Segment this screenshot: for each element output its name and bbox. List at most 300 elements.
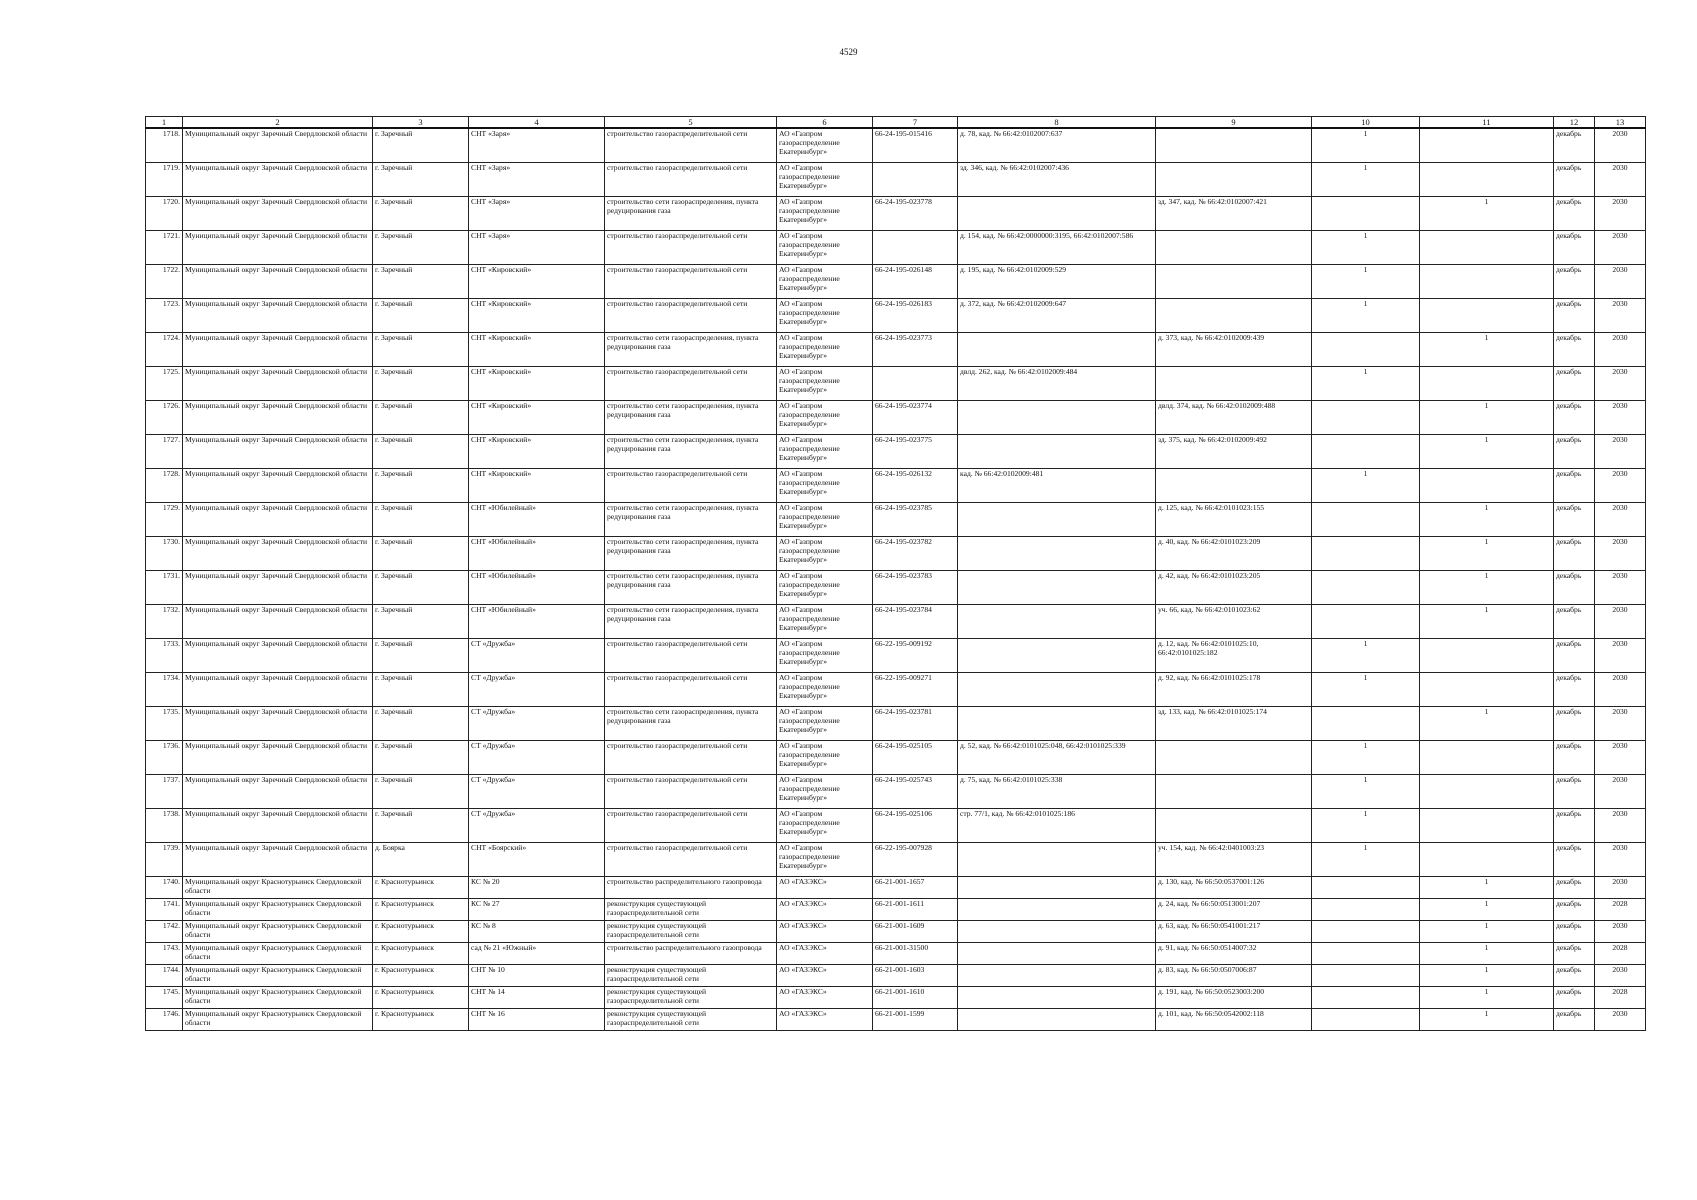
cell-count-a <box>1312 333 1420 367</box>
cell-municipality: Муниципальный округ Краснотурьинск Свердловской области <box>183 921 373 943</box>
cell-year: 2030 <box>1595 1009 1646 1031</box>
table-header <box>146 117 1646 129</box>
cell-municipality: Муниципальный округ Заречный Свердловской области <box>183 299 373 333</box>
cell-tech-conditions: 66-22-195-007928 <box>873 843 958 877</box>
cell-count-b <box>1420 128 1554 163</box>
cell-address-b: д. 101, кад. № 66:50:0542002:118 <box>1156 1009 1312 1031</box>
cell-address-a <box>958 571 1156 605</box>
cell-count-a <box>1312 921 1420 943</box>
cell-municipality: Муниципальный округ Краснотурьинск Свердловской области <box>183 899 373 921</box>
table-row <box>146 605 1646 639</box>
cell-address-b <box>1156 741 1312 775</box>
cell-garden-association: СТ «Дружба» <box>469 809 605 843</box>
cell-count-b <box>1420 231 1554 265</box>
cell-garden-association: КС № 8 <box>469 921 605 943</box>
cell-address-b: зд. 375, кад. № 66:42:0102009:492 <box>1156 435 1312 469</box>
cell-settlement: г. Краснотурьинск <box>373 1009 469 1031</box>
cell-address-a <box>958 943 1156 965</box>
cell-operator: АО «Газпром газораспределение Екатеринбург» <box>777 401 873 435</box>
cell-work-type: реконструкция существующей газораспределительной сети <box>605 921 777 943</box>
cell-settlement: г. Краснотурьинск <box>373 921 469 943</box>
cell-count-b: 1 <box>1420 943 1554 965</box>
cell-tech-conditions: 66-24-195-026183 <box>873 299 958 333</box>
cell-garden-association: СНТ «Кировский» <box>469 265 605 299</box>
cell-count-a: 1 <box>1312 469 1420 503</box>
cell-address-b: д. 63, кад. № 66:50:0541001:217 <box>1156 921 1312 943</box>
cell-tech-conditions: 66-24-195-023774 <box>873 401 958 435</box>
cell-month: декабрь <box>1554 163 1595 197</box>
cell-row-number: 1719. <box>146 163 183 197</box>
cell-count-a: 1 <box>1312 809 1420 843</box>
cell-garden-association: КС № 27 <box>469 899 605 921</box>
cell-count-b <box>1420 843 1554 877</box>
table-row <box>146 401 1646 435</box>
cell-work-type: реконструкция существующей газораспределительной сети <box>605 987 777 1009</box>
cell-operator: АО «Газпром газораспределение Екатеринбург» <box>777 809 873 843</box>
table-row <box>146 921 1646 943</box>
cell-address-b: зд. 347, кад. № 66:42:0102007:421 <box>1156 197 1312 231</box>
cell-municipality: Муниципальный округ Заречный Свердловской области <box>183 537 373 571</box>
cell-garden-association: СНТ № 16 <box>469 1009 605 1031</box>
cell-tech-conditions: 66-22-195-009271 <box>873 673 958 707</box>
cell-operator: АО «Газпром газораспределение Екатеринбург» <box>777 299 873 333</box>
cell-work-type: строительство газораспределительной сети <box>605 809 777 843</box>
table-row <box>146 987 1646 1009</box>
cell-municipality: Муниципальный округ Краснотурьинск Свердловской области <box>183 987 373 1009</box>
cell-garden-association: СНТ № 10 <box>469 965 605 987</box>
cell-work-type: строительство газораспределительной сети <box>605 265 777 299</box>
cell-work-type: строительство газораспределительной сети <box>605 775 777 809</box>
cell-tech-conditions: 66-24-195-023783 <box>873 571 958 605</box>
cell-work-type: строительство сети газораспределения, пункта редуцирования газа <box>605 707 777 741</box>
cell-garden-association: СНТ «Юбилейный» <box>469 537 605 571</box>
cell-settlement: г. Заречный <box>373 333 469 367</box>
cell-municipality: Муниципальный округ Заречный Свердловской области <box>183 639 373 673</box>
cell-count-b: 1 <box>1420 605 1554 639</box>
column-header-7: 7 <box>873 117 958 129</box>
table-body <box>146 128 1646 1031</box>
cell-municipality: Муниципальный округ Краснотурьинск Свердловской области <box>183 1009 373 1031</box>
cell-settlement: г. Заречный <box>373 197 469 231</box>
cell-count-a <box>1312 197 1420 231</box>
cell-count-a: 1 <box>1312 639 1420 673</box>
cell-address-a <box>958 639 1156 673</box>
cell-year: 2030 <box>1595 299 1646 333</box>
cell-municipality: Муниципальный округ Заречный Свердловской области <box>183 197 373 231</box>
cell-row-number: 1730. <box>146 537 183 571</box>
cell-operator: АО «Газпром газораспределение Екатеринбург» <box>777 741 873 775</box>
cell-count-a: 1 <box>1312 299 1420 333</box>
cell-month: декабрь <box>1554 987 1595 1009</box>
cell-operator: АО «Газпром газораспределение Екатеринбург» <box>777 231 873 265</box>
cell-month: декабрь <box>1554 877 1595 899</box>
cell-count-a: 1 <box>1312 741 1420 775</box>
cell-address-b <box>1156 163 1312 197</box>
cell-address-a <box>958 333 1156 367</box>
cell-tech-conditions <box>873 163 958 197</box>
cell-count-a: 1 <box>1312 367 1420 401</box>
cell-operator: АО «ГАЗЭКС» <box>777 921 873 943</box>
column-header-3: 3 <box>373 117 469 129</box>
cell-count-b: 1 <box>1420 435 1554 469</box>
cell-work-type: строительство газораспределительной сети <box>605 299 777 333</box>
cell-year: 2030 <box>1595 265 1646 299</box>
cell-garden-association: СНТ «Кировский» <box>469 333 605 367</box>
cell-work-type: реконструкция существующей газораспределительной сети <box>605 899 777 921</box>
cell-count-b: 1 <box>1420 537 1554 571</box>
cell-count-b <box>1420 163 1554 197</box>
table-row <box>146 741 1646 775</box>
cell-operator: АО «Газпром газораспределение Екатеринбург» <box>777 333 873 367</box>
cell-count-b <box>1420 299 1554 333</box>
cell-tech-conditions: 66-24-195-023785 <box>873 503 958 537</box>
cell-month: декабрь <box>1554 921 1595 943</box>
cell-count-a: 1 <box>1312 265 1420 299</box>
cell-work-type: реконструкция существующей газораспределительной сети <box>605 1009 777 1031</box>
cell-address-a: д. 52, кад. № 66:42:0101025:048, 66:42:0101025:339 <box>958 741 1156 775</box>
cell-address-b: д. 125, кад. № 66:42:0101023:155 <box>1156 503 1312 537</box>
cell-garden-association: СНТ «Юбилейный» <box>469 605 605 639</box>
cell-row-number: 1745. <box>146 987 183 1009</box>
cell-count-a: 1 <box>1312 775 1420 809</box>
cell-operator: АО «Газпром газораспределение Екатеринбург» <box>777 605 873 639</box>
cell-work-type: реконструкция существующей газораспределительной сети <box>605 965 777 987</box>
cell-count-a: 1 <box>1312 673 1420 707</box>
cell-count-a: 1 <box>1312 843 1420 877</box>
cell-settlement: г. Заречный <box>373 265 469 299</box>
cell-count-a <box>1312 965 1420 987</box>
cell-row-number: 1726. <box>146 401 183 435</box>
cell-settlement: г. Заречный <box>373 639 469 673</box>
table-row <box>146 965 1646 987</box>
cell-settlement: г. Заречный <box>373 673 469 707</box>
cell-garden-association: СНТ «Кировский» <box>469 401 605 435</box>
column-header-6: 6 <box>777 117 873 129</box>
cell-address-a <box>958 537 1156 571</box>
cell-row-number: 1740. <box>146 877 183 899</box>
cell-settlement: г. Заречный <box>373 401 469 435</box>
cell-garden-association: СНТ «Кировский» <box>469 299 605 333</box>
cell-address-a <box>958 435 1156 469</box>
cell-tech-conditions: 66-24-195-023782 <box>873 537 958 571</box>
cell-row-number: 1736. <box>146 741 183 775</box>
cell-tech-conditions: 66-21-001-1609 <box>873 921 958 943</box>
cell-month: декабрь <box>1554 231 1595 265</box>
table-row <box>146 469 1646 503</box>
cell-address-b <box>1156 128 1312 163</box>
cell-municipality: Муниципальный округ Заречный Свердловской области <box>183 843 373 877</box>
table-row <box>146 503 1646 537</box>
cell-year: 2030 <box>1595 469 1646 503</box>
table-row <box>146 197 1646 231</box>
cell-tech-conditions: 66-24-195-025106 <box>873 809 958 843</box>
cell-settlement: г. Заречный <box>373 707 469 741</box>
cell-work-type: строительство газораспределительной сети <box>605 128 777 163</box>
table-row <box>146 809 1646 843</box>
cell-month: декабрь <box>1554 639 1595 673</box>
cell-municipality: Муниципальный округ Заречный Свердловской области <box>183 435 373 469</box>
cell-year: 2030 <box>1595 921 1646 943</box>
cell-garden-association: СТ «Дружба» <box>469 673 605 707</box>
cell-address-a <box>958 707 1156 741</box>
cell-operator: АО «ГАЗЭКС» <box>777 877 873 899</box>
cell-work-type: строительство газораспределительной сети <box>605 469 777 503</box>
cell-year: 2030 <box>1595 741 1646 775</box>
cell-row-number: 1718. <box>146 128 183 163</box>
cell-address-a <box>958 503 1156 537</box>
cell-address-b <box>1156 299 1312 333</box>
cell-address-a: д. 154, кад. № 66:42:0000000:3195, 66:42:0102007:586 <box>958 231 1156 265</box>
cell-month: декабрь <box>1554 1009 1595 1031</box>
cell-operator: АО «ГАЗЭКС» <box>777 943 873 965</box>
column-header-1: 1 <box>146 117 183 129</box>
cell-count-a <box>1312 401 1420 435</box>
cell-address-b: уч. 66, кад. № 66:42:0101023:62 <box>1156 605 1312 639</box>
cell-count-a <box>1312 943 1420 965</box>
cell-operator: АО «Газпром газораспределение Екатеринбург» <box>777 775 873 809</box>
cell-work-type: строительство сети газораспределения, пункта редуцирования газа <box>605 503 777 537</box>
cell-month: декабрь <box>1554 401 1595 435</box>
cell-work-type: строительство газораспределительной сети <box>605 843 777 877</box>
cell-month: декабрь <box>1554 571 1595 605</box>
cell-count-b <box>1420 809 1554 843</box>
cell-row-number: 1727. <box>146 435 183 469</box>
cell-year: 2030 <box>1595 435 1646 469</box>
cell-count-b <box>1420 265 1554 299</box>
cell-address-a: д. 372, кад. № 66:42:0102009:647 <box>958 299 1156 333</box>
cell-operator: АО «Газпром газораспределение Екатеринбург» <box>777 163 873 197</box>
cell-month: декабрь <box>1554 197 1595 231</box>
cell-tech-conditions: 66-24-195-026148 <box>873 265 958 299</box>
column-header-8: 8 <box>958 117 1156 129</box>
cell-month: декабрь <box>1554 333 1595 367</box>
cell-settlement: г. Краснотурьинск <box>373 877 469 899</box>
cell-count-b: 1 <box>1420 1009 1554 1031</box>
cell-month: декабрь <box>1554 503 1595 537</box>
cell-operator: АО «Газпром газораспределение Екатеринбург» <box>777 673 873 707</box>
cell-garden-association: СНТ «Боярский» <box>469 843 605 877</box>
cell-month: декабрь <box>1554 673 1595 707</box>
table-row <box>146 877 1646 899</box>
cell-address-b: д. 12, кад. № 66:42:0101025:10, 66:42:0101025:182 <box>1156 639 1312 673</box>
table-row <box>146 299 1646 333</box>
cell-month: декабрь <box>1554 128 1595 163</box>
cell-operator: АО «Газпром газораспределение Екатеринбург» <box>777 469 873 503</box>
cell-tech-conditions: 66-24-195-023778 <box>873 197 958 231</box>
cell-count-b <box>1420 775 1554 809</box>
cell-tech-conditions: 66-21-001-1599 <box>873 1009 958 1031</box>
cell-address-a <box>958 197 1156 231</box>
cell-municipality: Муниципальный округ Краснотурьинск Свердловской области <box>183 943 373 965</box>
cell-year: 2028 <box>1595 943 1646 965</box>
cell-count-b: 1 <box>1420 921 1554 943</box>
cell-address-a <box>958 605 1156 639</box>
cell-address-b: уч. 154, кад. № 66:42:0401003:23 <box>1156 843 1312 877</box>
cell-count-a: 1 <box>1312 231 1420 265</box>
cell-settlement: д. Боярка <box>373 843 469 877</box>
cell-operator: АО «Газпром газораспределение Екатеринбург» <box>777 503 873 537</box>
cell-settlement: г. Заречный <box>373 503 469 537</box>
cell-year: 2030 <box>1595 401 1646 435</box>
cell-row-number: 1739. <box>146 843 183 877</box>
cell-garden-association: СНТ «Кировский» <box>469 469 605 503</box>
cell-row-number: 1738. <box>146 809 183 843</box>
cell-settlement: г. Заречный <box>373 571 469 605</box>
cell-operator: АО «Газпром газораспределение Екатеринбург» <box>777 128 873 163</box>
column-header-5: 5 <box>605 117 777 129</box>
cell-address-b <box>1156 775 1312 809</box>
cell-operator: АО «Газпром газораспределение Екатеринбург» <box>777 639 873 673</box>
table-row <box>146 537 1646 571</box>
cell-row-number: 1729. <box>146 503 183 537</box>
cell-operator: АО «Газпром газораспределение Екатеринбург» <box>777 537 873 571</box>
cell-row-number: 1732. <box>146 605 183 639</box>
cell-address-b <box>1156 367 1312 401</box>
cell-address-a <box>958 987 1156 1009</box>
cell-address-b <box>1156 469 1312 503</box>
cell-row-number: 1720. <box>146 197 183 231</box>
cell-settlement: г. Заречный <box>373 809 469 843</box>
cell-operator: АО «Газпром газораспределение Екатеринбург» <box>777 843 873 877</box>
cell-municipality: Муниципальный округ Заречный Свердловской области <box>183 265 373 299</box>
cell-year: 2028 <box>1595 899 1646 921</box>
cell-count-b <box>1420 673 1554 707</box>
cell-count-a <box>1312 435 1420 469</box>
cell-row-number: 1723. <box>146 299 183 333</box>
cell-year: 2030 <box>1595 231 1646 265</box>
cell-garden-association: СНТ «Кировский» <box>469 367 605 401</box>
cell-settlement: г. Заречный <box>373 537 469 571</box>
cell-month: декабрь <box>1554 265 1595 299</box>
cell-tech-conditions <box>873 367 958 401</box>
cell-work-type: строительство сети газораспределения, пункта редуцирования газа <box>605 197 777 231</box>
cell-year: 2030 <box>1595 673 1646 707</box>
cell-count-b: 1 <box>1420 707 1554 741</box>
cell-address-b: зд. 133, кад. № 66:42:0101025:174 <box>1156 707 1312 741</box>
cell-tech-conditions: 66-21-001-1611 <box>873 899 958 921</box>
cell-municipality: Муниципальный округ Заречный Свердловской области <box>183 333 373 367</box>
cell-address-a <box>958 1009 1156 1031</box>
cell-settlement: г. Заречный <box>373 367 469 401</box>
table-row <box>146 265 1646 299</box>
cell-row-number: 1742. <box>146 921 183 943</box>
table-row <box>146 231 1646 265</box>
cell-tech-conditions: 66-21-001-1657 <box>873 877 958 899</box>
cell-address-b <box>1156 265 1312 299</box>
table-row <box>146 943 1646 965</box>
cell-settlement: г. Заречный <box>373 469 469 503</box>
cell-count-b: 1 <box>1420 503 1554 537</box>
cell-operator: АО «Газпром газораспределение Екатеринбург» <box>777 367 873 401</box>
cell-municipality: Муниципальный округ Заречный Свердловской области <box>183 401 373 435</box>
cell-address-b: д. 92, кад. № 66:42:0101025:178 <box>1156 673 1312 707</box>
cell-settlement: г. Краснотурьинск <box>373 965 469 987</box>
table-row <box>146 163 1646 197</box>
cell-year: 2030 <box>1595 197 1646 231</box>
cell-month: декабрь <box>1554 605 1595 639</box>
cell-address-b: д. 191, кад. № 66:50:0523003:200 <box>1156 987 1312 1009</box>
cell-garden-association: КС № 20 <box>469 877 605 899</box>
column-header-9: 9 <box>1156 117 1312 129</box>
cell-municipality: Муниципальный округ Заречный Свердловской области <box>183 809 373 843</box>
cell-count-a <box>1312 899 1420 921</box>
cell-operator: АО «Газпром газораспределение Екатеринбург» <box>777 435 873 469</box>
cell-month: декабрь <box>1554 367 1595 401</box>
cell-address-a: двлд. 262, кад. № 66:42:0102009:484 <box>958 367 1156 401</box>
cell-tech-conditions: 66-21-001-1603 <box>873 965 958 987</box>
cell-count-b: 1 <box>1420 877 1554 899</box>
cell-month: декабрь <box>1554 537 1595 571</box>
cell-year: 2030 <box>1595 965 1646 987</box>
cell-municipality: Муниципальный округ Заречный Свердловской области <box>183 367 373 401</box>
cell-work-type: строительство сети газораспределения, пункта редуцирования газа <box>605 401 777 435</box>
cell-count-b <box>1420 639 1554 673</box>
cell-municipality: Муниципальный округ Заречный Свердловской области <box>183 605 373 639</box>
cell-row-number: 1733. <box>146 639 183 673</box>
cell-count-b <box>1420 469 1554 503</box>
cell-address-b: д. 130, кад. № 66:50:0537001:126 <box>1156 877 1312 899</box>
table-row <box>146 707 1646 741</box>
cell-year: 2030 <box>1595 877 1646 899</box>
cell-tech-conditions: 66-24-195-023784 <box>873 605 958 639</box>
cell-municipality: Муниципальный округ Краснотурьинск Свердловской области <box>183 965 373 987</box>
table-row <box>146 843 1646 877</box>
cell-address-b: д. 373, кад. № 66:42:0102009:439 <box>1156 333 1312 367</box>
cell-operator: АО «Газпром газораспределение Екатеринбург» <box>777 571 873 605</box>
cell-row-number: 1741. <box>146 899 183 921</box>
column-header-4: 4 <box>469 117 605 129</box>
cell-address-a <box>958 965 1156 987</box>
table-row <box>146 775 1646 809</box>
cell-count-a <box>1312 571 1420 605</box>
cell-garden-association: СНТ «Кировский» <box>469 435 605 469</box>
cell-count-b <box>1420 741 1554 775</box>
cell-year: 2030 <box>1595 605 1646 639</box>
cell-year: 2030 <box>1595 503 1646 537</box>
table-row <box>146 128 1646 163</box>
cell-address-a <box>958 921 1156 943</box>
cell-municipality: Муниципальный округ Заречный Свердловской области <box>183 571 373 605</box>
cell-municipality: Муниципальный округ Заречный Свердловской области <box>183 469 373 503</box>
cell-settlement: г. Заречный <box>373 163 469 197</box>
cell-work-type: строительство сети газораспределения, пункта редуцирования газа <box>605 333 777 367</box>
cell-count-b: 1 <box>1420 401 1554 435</box>
cell-month: декабрь <box>1554 943 1595 965</box>
cell-settlement: г. Заречный <box>373 775 469 809</box>
cell-settlement: г. Заречный <box>373 231 469 265</box>
column-header-11: 11 <box>1420 117 1554 129</box>
cell-municipality: Муниципальный округ Заречный Свердловской области <box>183 163 373 197</box>
column-header-2: 2 <box>183 117 373 129</box>
cell-garden-association: СТ «Дружба» <box>469 707 605 741</box>
cell-month: декабрь <box>1554 965 1595 987</box>
cell-garden-association: СТ «Дружба» <box>469 639 605 673</box>
cell-address-b: д. 83, кад. № 66:50:0507006:87 <box>1156 965 1312 987</box>
cell-municipality: Муниципальный округ Заречный Свердловской области <box>183 741 373 775</box>
cell-count-a <box>1312 707 1420 741</box>
cell-address-a: стр. 77/1, кад. № 66:42:0101025:186 <box>958 809 1156 843</box>
cell-row-number: 1746. <box>146 1009 183 1031</box>
table-row <box>146 435 1646 469</box>
cell-month: декабрь <box>1554 435 1595 469</box>
cell-operator: АО «Газпром газораспределение Екатеринбург» <box>777 265 873 299</box>
page-number: 4529 <box>839 47 858 57</box>
column-header-12: 12 <box>1554 117 1595 129</box>
cell-tech-conditions: 66-24-195-026132 <box>873 469 958 503</box>
cell-operator: АО «Газпром газораспределение Екатеринбург» <box>777 707 873 741</box>
cell-address-a: д. 78, кад. № 66:42:0102007:637 <box>958 128 1156 163</box>
cell-work-type: строительство газораспределительной сети <box>605 367 777 401</box>
